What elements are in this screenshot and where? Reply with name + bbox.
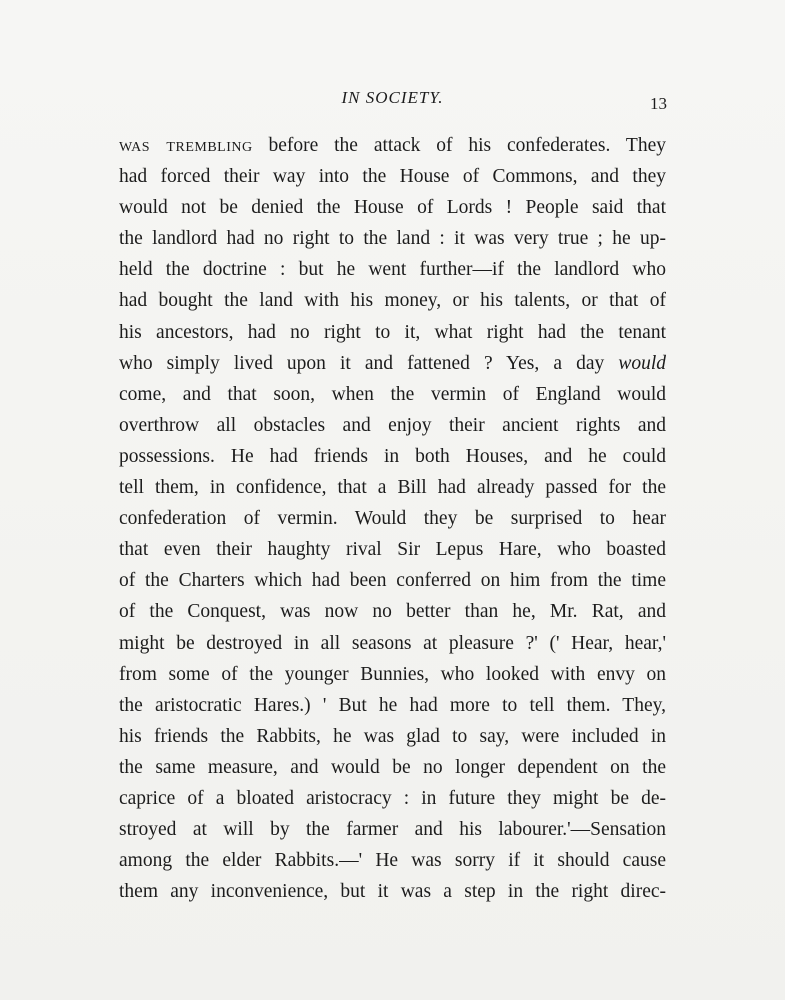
text-run: tell them, in confidence, that a Bill had already passed for the	[119, 477, 666, 499]
text-run: had forced their way into the House of Commons, and they	[119, 166, 666, 188]
text-line	[119, 348, 666, 379]
text-run: before the attack of his confederates. They	[252, 135, 666, 156]
text-run: had bought the land with his money, or his talents, or that of	[119, 290, 666, 312]
text-run: the same measure, and would be no longer dependent on the	[119, 756, 666, 778]
text-line	[119, 752, 666, 783]
text-run: stroyed at will by the farmer and his labourer.'—Sensation	[119, 819, 666, 841]
text-line	[119, 659, 666, 690]
page-number: 13	[650, 94, 667, 113]
text-line	[119, 721, 666, 752]
text-line	[119, 254, 666, 285]
text-run: come, and that soon, when the vermin of England would	[119, 383, 666, 405]
text-line	[119, 565, 666, 596]
text-run: them any inconvenience, but it was a step in the right direc-	[119, 881, 666, 903]
body-text	[119, 130, 666, 907]
text-line	[119, 628, 666, 659]
text-run: overthrow all obstacles and enjoy their ancient rights and	[119, 414, 666, 436]
text-run: that even their haughty rival Sir Lepus Hare, who boasted	[119, 539, 666, 561]
text-run: would not be denied the House of Lords ! People said that	[119, 197, 666, 219]
text-line	[119, 814, 666, 845]
text-line	[119, 317, 666, 348]
text-run: caprice of a bloated aristocracy : in future they might be de-	[119, 787, 666, 809]
text-line	[119, 161, 666, 192]
text-line	[119, 596, 666, 627]
text-run: among the elder Rabbits.—' He was sorry if it should cause	[119, 850, 666, 872]
text-line	[119, 534, 666, 565]
text-line	[119, 503, 666, 534]
text-run: the landlord had no right to the land : it was very true ; he up-	[119, 228, 666, 250]
text-line	[119, 130, 666, 161]
text-run: of the Charters which had been conferred on him from the time	[119, 570, 666, 592]
text-run: the aristocratic Hares.) ' But he had more to tell them. They,	[119, 694, 666, 716]
text-line	[119, 285, 666, 316]
text-run: of the Conquest, was now no better than he, Mr. Rat, and	[119, 601, 666, 623]
text-run: possessions. He had friends in both Houses, and he could	[119, 445, 666, 467]
text-line	[119, 876, 666, 907]
text-run: confederation of vermin. Would they be surprised to hear	[119, 508, 666, 530]
text-line	[119, 845, 666, 876]
text-run: who simply lived upon it and fattened ? Yes, a day	[119, 352, 619, 374]
page-header	[0, 88, 785, 118]
text-line	[119, 783, 666, 814]
text-run: held the doctrine : but he went further—if the landlord who	[119, 259, 666, 281]
text-line	[119, 472, 666, 503]
text-line	[119, 690, 666, 721]
text-line	[119, 410, 666, 441]
text-run: from some of the younger Bunnies, who looked with envy on	[119, 663, 666, 685]
text-run: might be destroyed in all seasons at pleasure ?' (' Hear, hear,'	[119, 632, 666, 654]
text-line	[119, 223, 666, 254]
text-run: his ancestors, had no right to it, what right had the tenant	[119, 321, 666, 343]
running-head: IN SOCIETY.	[341, 88, 444, 107]
text-line	[119, 379, 666, 410]
text-run: his friends the Rabbits, he was glad to say, were included in	[119, 725, 666, 747]
text-line	[119, 441, 666, 472]
small-caps-run: was trembling	[119, 135, 253, 156]
italic-run: would	[618, 352, 666, 374]
text-line	[119, 192, 666, 223]
